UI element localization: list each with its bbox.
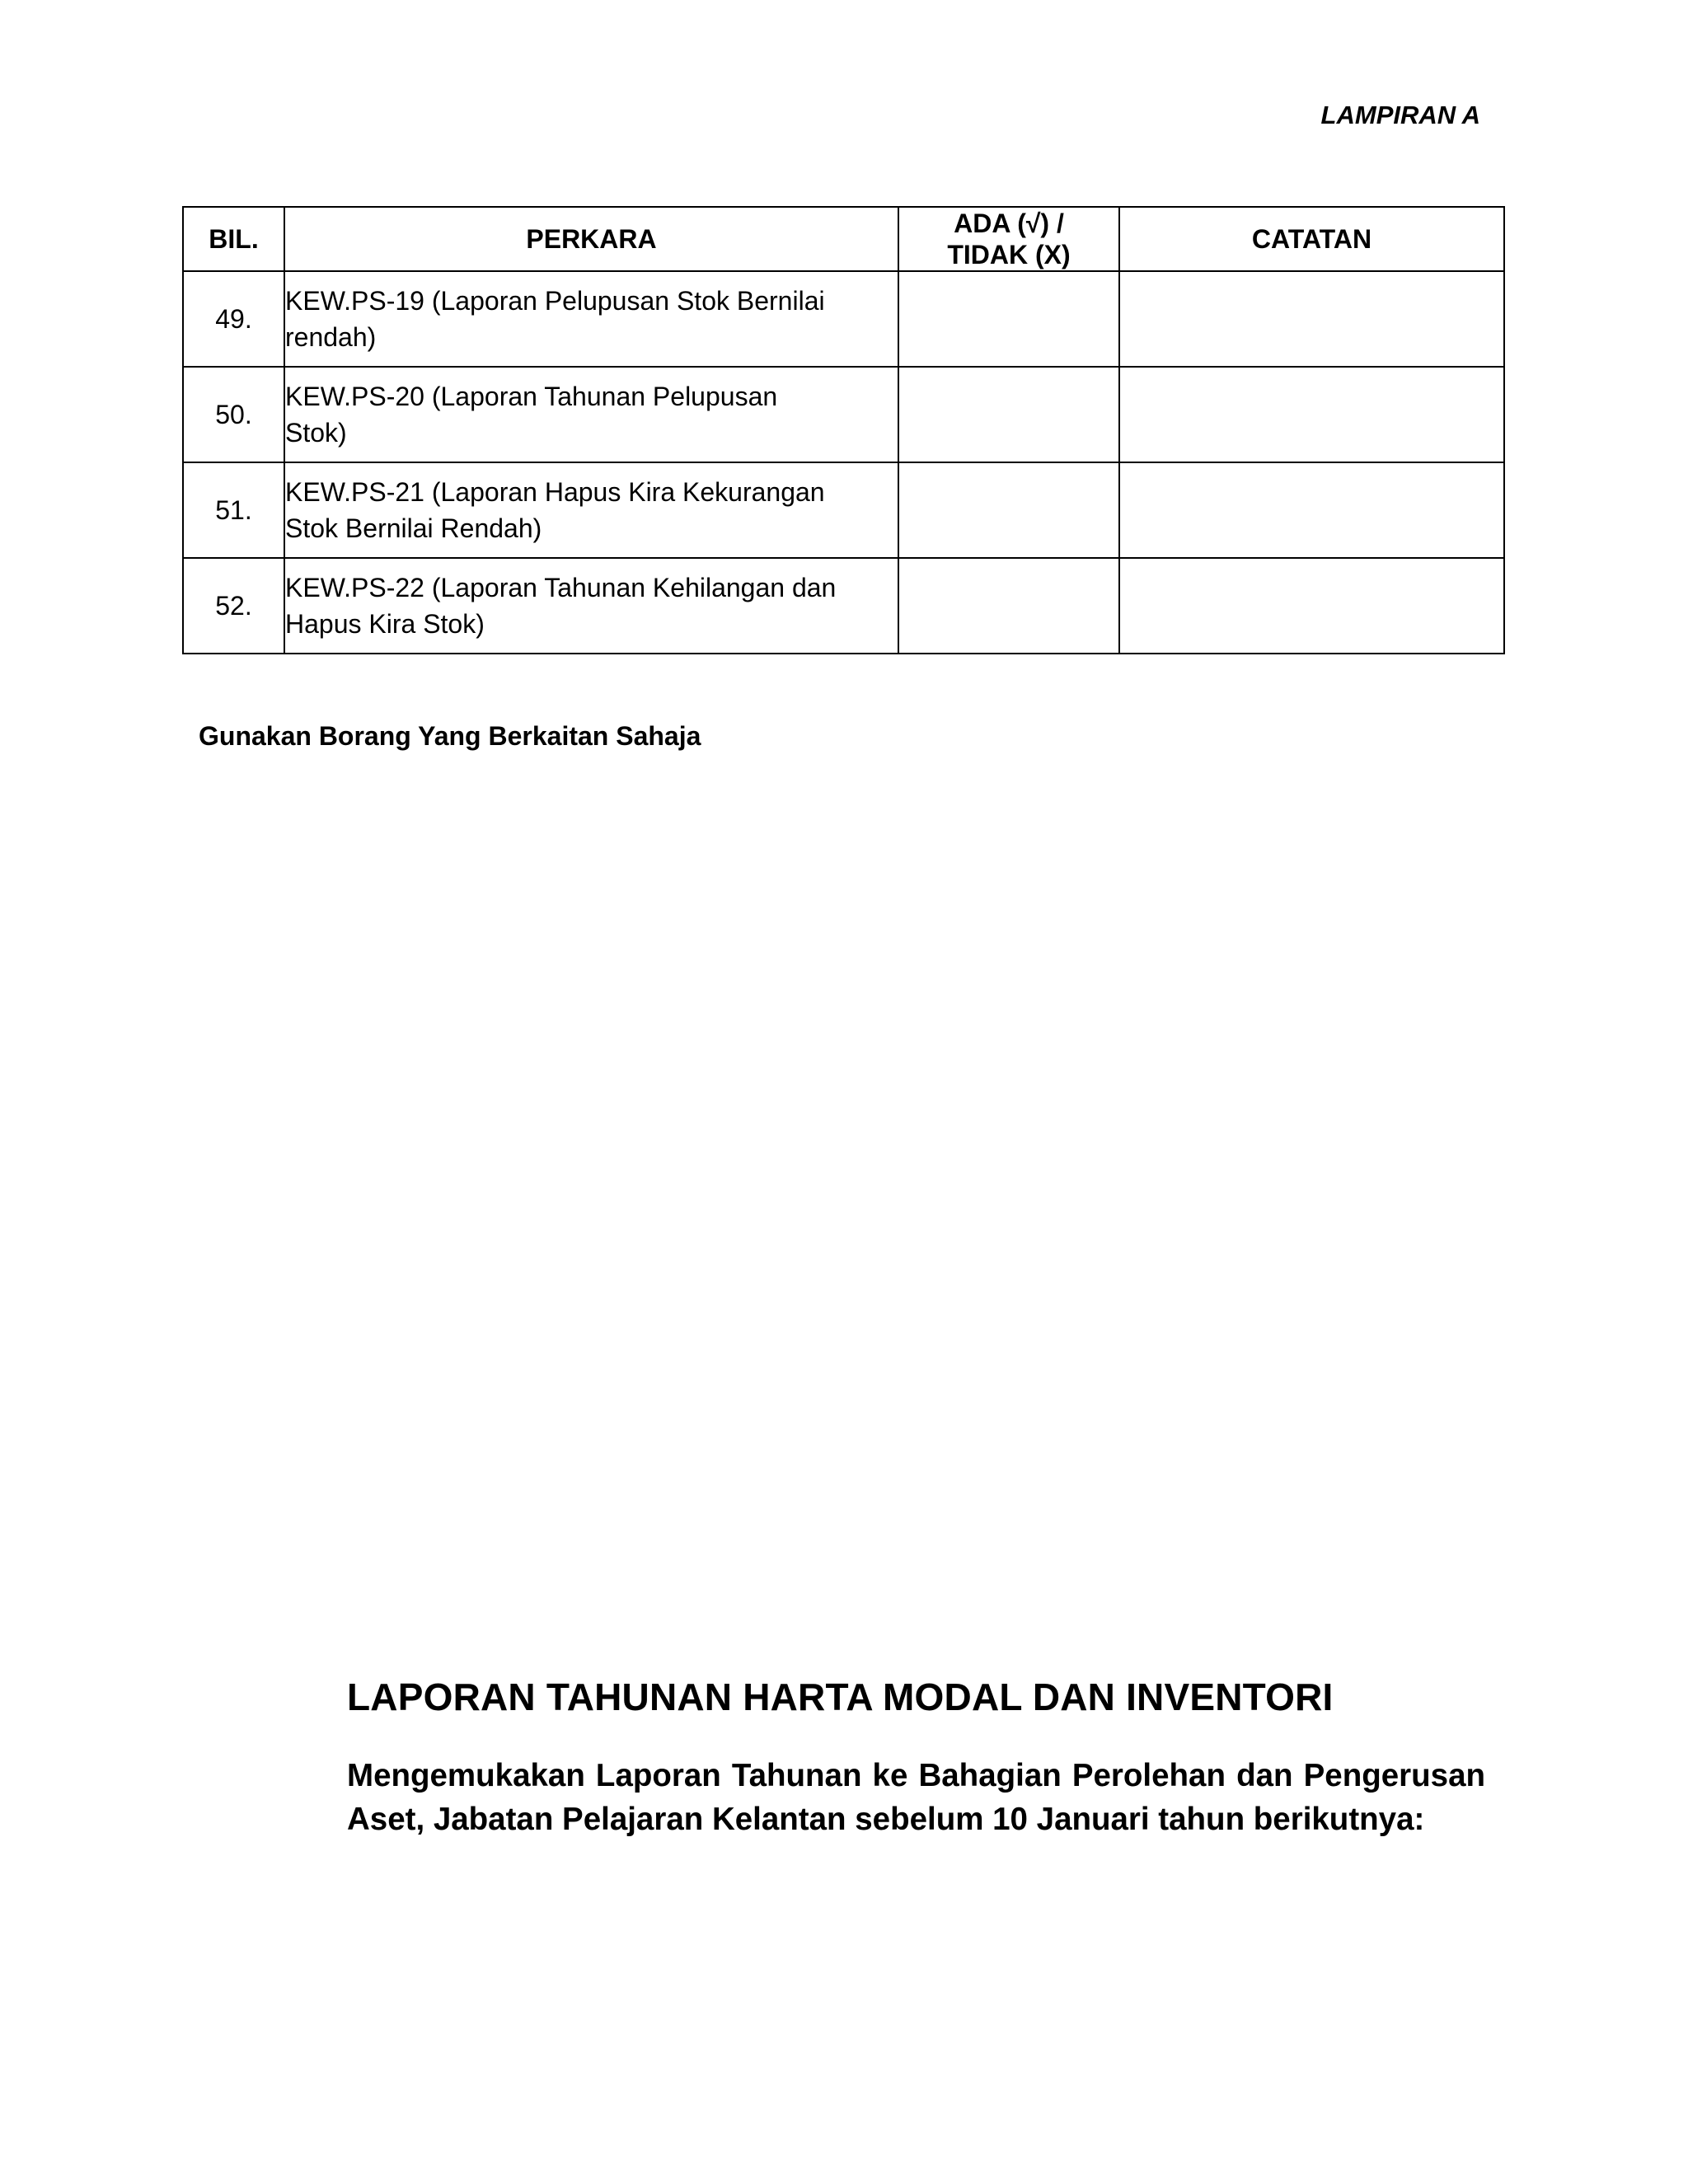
column-header-catatan: CATATAN (1119, 207, 1504, 271)
row-notes-cell (1119, 462, 1504, 558)
row-status-cell (898, 462, 1119, 558)
table-row (183, 271, 1504, 367)
row-notes-cell (1119, 271, 1504, 367)
row-status-cell (898, 558, 1119, 654)
row-item (284, 367, 898, 462)
row-item-line: Hapus Kira Stok) (285, 609, 485, 639)
row-number: 51. (183, 462, 284, 558)
row-number: 50. (183, 367, 284, 462)
table-row (183, 367, 1504, 462)
section-title: LAPORAN TAHUNAN HARTA MODAL DAN INVENTORI (347, 1675, 1334, 1718)
column-header-tidak: TIDAK (X) (947, 240, 1071, 269)
column-header-ada-tidak (898, 207, 1119, 271)
row-item (284, 558, 898, 654)
row-notes-cell (1119, 367, 1504, 462)
row-number: 52. (183, 558, 284, 654)
column-header-ada: ADA (√) / (954, 209, 1064, 238)
row-status-cell (898, 367, 1119, 462)
table-header-row (183, 207, 1504, 271)
row-number: 49. (183, 271, 284, 367)
row-item-line: Stok) (285, 418, 347, 448)
table-row (183, 462, 1504, 558)
checklist-table (182, 206, 1505, 654)
row-notes-cell (1119, 558, 1504, 654)
row-item-line: KEW.PS-20 (Laporan Tahunan Pelupusan (285, 382, 778, 411)
usage-note: Gunakan Borang Yang Berkaitan Sahaja (199, 721, 701, 751)
row-item-line: rendah) (285, 322, 377, 352)
row-status-cell (898, 271, 1119, 367)
row-item-line: KEW.PS-19 (Laporan Pelupusan Stok Bernilai (285, 286, 825, 316)
row-item (284, 462, 898, 558)
row-item-line: Stok Bernilai Rendah) (285, 513, 542, 543)
column-header-bil: BIL. (183, 207, 284, 271)
column-header-perkara: PERKARA (284, 207, 898, 271)
annex-label: LAMPIRAN A (1320, 101, 1480, 129)
section-instruction: Mengemukakan Laporan Tahunan ke Bahagian Perolehan dan Pengerusan Aset, Jabatan Pelajaran Kelantan sebelum 10 Januari tahun berikutnya: (347, 1758, 1485, 1837)
row-item-line: KEW.PS-21 (Laporan Hapus Kira Kekurangan (285, 477, 825, 507)
row-item (284, 271, 898, 367)
table-row (183, 558, 1504, 654)
row-item-line: KEW.PS-22 (Laporan Tahunan Kehilangan dan (285, 573, 837, 602)
